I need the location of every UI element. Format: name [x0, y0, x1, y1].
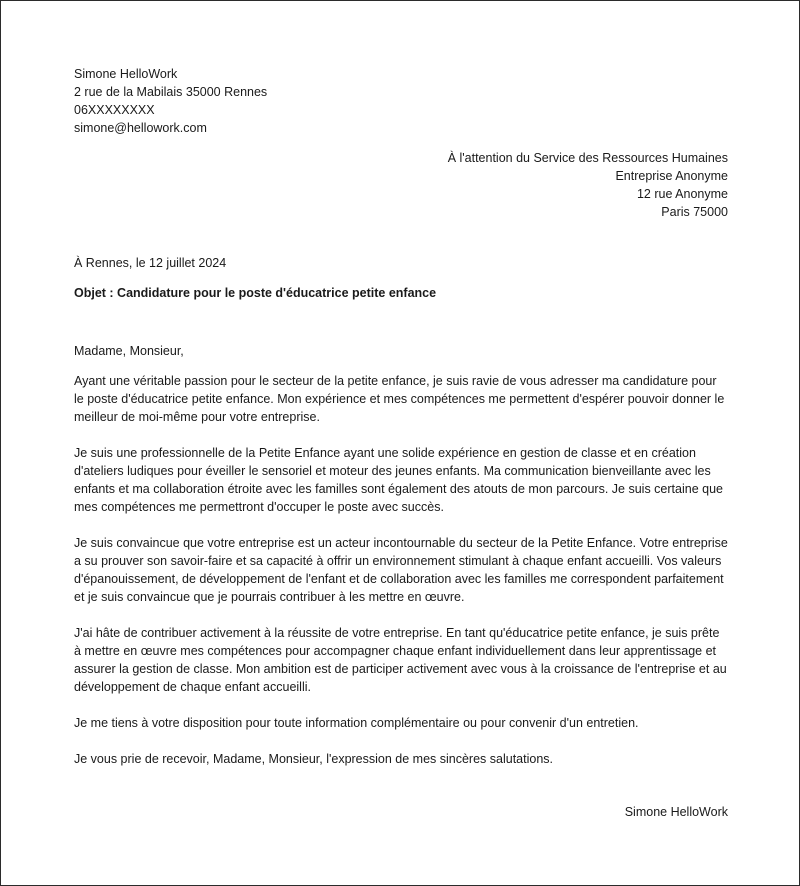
- sender-phone: 06XXXXXXXX: [74, 103, 155, 117]
- signature: Simone HelloWork: [624, 805, 728, 819]
- sender-email: simone@hellowork.com: [74, 121, 207, 135]
- subject-line: Objet : Candidature pour le poste d'éducatrice petite enfance: [74, 286, 437, 300]
- body-paragraph: J'ai hâte de contribuer activement à la réussite de votre entreprise. En tant qu'éducatrice petite enfance, je suis prête à mettre en œuvre mes compétences pour accompagner chaque enfant individuellement dans leur apprentissage et assurer la gestion de classe. Mon ambition est de participer activement avec vous à la croissance de l'entreprise et au développement de chaque enfant accueilli.: [74, 626, 727, 694]
- recipient-attention: À l'attention du Service des Ressources Humaines: [447, 151, 728, 165]
- body-paragraph: Je vous prie de recevoir, Madame, Monsieur, l'expression de mes sincères salutations.: [74, 752, 554, 766]
- body-paragraph: Je suis convaincue que votre entreprise est un acteur incontournable du secteur de la Petite Enfance. Votre entreprise a su prouver son savoir-faire et sa capacité à offrir un environnement stimulant à chaque enfant accueilli. Vos valeurs d'épanouissement, de développement de l'enfant et de collaboration avec les familles me correspondent parfaitement et je suis convaincue que je pourrais contribuer à les mettre en œuvre.: [74, 536, 728, 604]
- recipient-street: 12 rue Anonyme: [636, 187, 728, 201]
- recipient-company: Entreprise Anonyme: [615, 169, 728, 183]
- date-line: À Rennes, le 12 juillet 2024: [74, 256, 227, 270]
- sender-name: Simone HelloWork: [74, 67, 178, 81]
- body-paragraph: Ayant une véritable passion pour le secteur de la petite enfance, je suis ravie de vous adresser ma candidature pour le poste d'éducatrice petite enfance. Mon expérience et mes compétences me permettent d'espérer pouvoir donner le meilleur de moi-même pour votre entreprise.: [74, 374, 725, 424]
- greeting: Madame, Monsieur,: [74, 344, 184, 358]
- letter-content: [74, 65, 728, 819]
- letter-body: [74, 372, 728, 786]
- recipient-city: Paris 75000: [661, 205, 728, 219]
- body-paragraph: Je suis une professionnelle de la Petite Enfance ayant une solide expérience en gestion de classe et en création d'ateliers ludiques pour éveiller le sensoriel et moteur des jeunes enfants. Ma communication bienveillante avec les enfants et ma collaboration étroite avec les familles sont également des atouts de mon parcours. Je suis certaine que mes compétences me permettront d'occuper le poste avec succès.: [74, 446, 723, 514]
- sender-address: 2 rue de la Mabilais 35000 Rennes: [74, 85, 268, 99]
- sender-block: [74, 65, 728, 137]
- recipient-block: [448, 149, 728, 221]
- body-paragraph: Je me tiens à votre disposition pour toute information complémentaire ou pour convenir d'un entretien.: [74, 716, 639, 730]
